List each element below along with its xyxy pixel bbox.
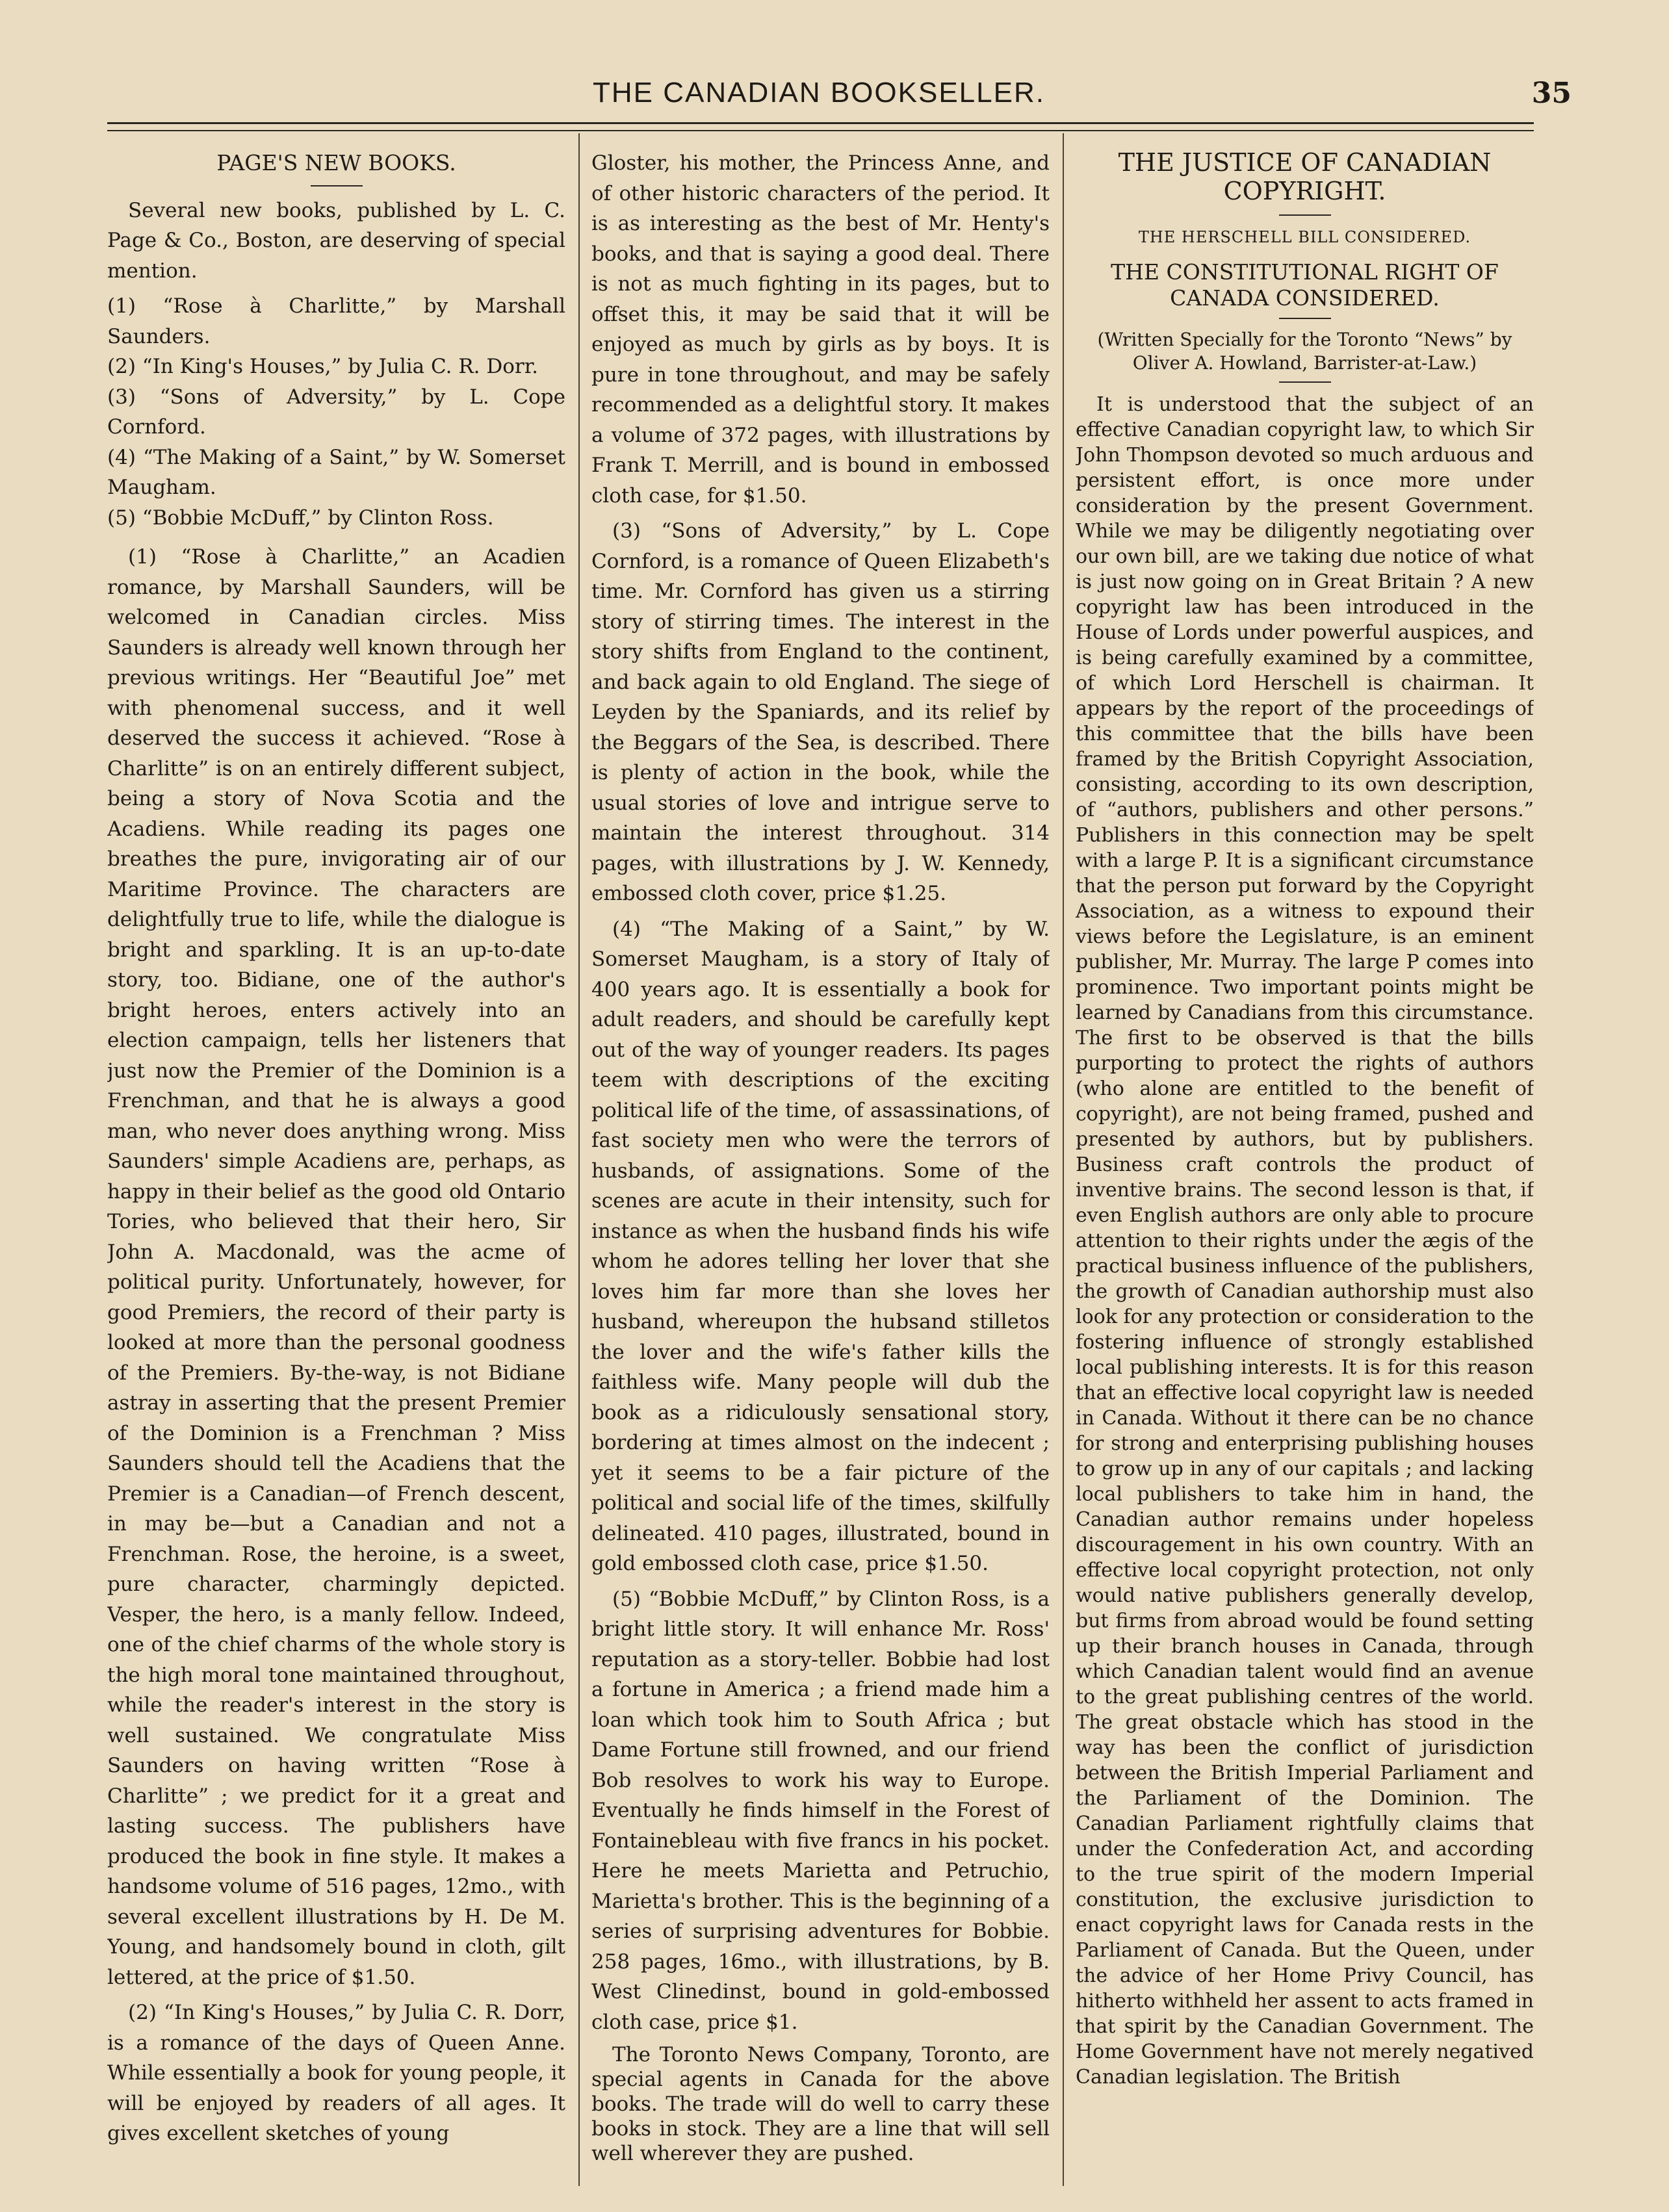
page-number: 35 (1531, 77, 1572, 110)
book-list-item: (5) “Bobbie McDuff,” by Clinton Ross. (107, 506, 494, 530)
review-paragraph: Gloster, his mother, the Princess Anne, and of other historic characters of the period. It is as interesting as the best of Mr. Henty's books, and that is saying a good deal. There is not as much fighting in its pages, but to offset this, it may be said that it will be enjoyed as much by girls as by boys. It is pure in tone throughout, and may be safely recommended as a delightful story. It makes a volume of 372 pages, with illustrations by Frank T. Merrill, and is bound in embossed cloth case, for $1.50. (591, 151, 1050, 508)
book-list-item: (4) “The Making of a Saint,” by W. Somerset Maugham. (107, 445, 565, 499)
header-rule (107, 122, 1534, 124)
column-divider (1063, 133, 1064, 2186)
article-heading: PAGE'S NEW BOOKS. (216, 150, 456, 175)
column-copyright-article (1076, 148, 1534, 2186)
page-header (0, 77, 1669, 122)
review-paragraph: (1) “Rose à Charlitte,” an Acadien romance, by Marshall Saunders, will be welcomed in Canadian circles. Miss Saunders is already well known through her previous writings. Her “Beautiful Joe” met with phenomenal success, and it well deserved the success it achieved. “Rose à Charlitte” is on an entirely different subject, being a story of Nova Scotia and the Acadiens. While reading its pages one breathes the pure, invigorating air of our Maritime Province. The characters are delightfully true to life, while the dialogue is bright and sparkling. It is an up-to-date story, too. Bidiane, one of the author's bright heroes, enters actively into an election campaign, tells her listeners that just now the Premier of the Dominion is a Frenchman, and that he is always a good man, who never does anything wrong. Miss Saunders' simple Acadiens are, perhaps, as happy in their belief as the good old Ontario Tories, who believed that their hero, Sir John A. Macdonald, was the acme of political purity. Unfortunately, however, for good Premiers, the record of their party is looked at more than the personal goodness of the Premiers. By-the-way, is not Bidiane astray in asserting that the present Premier of the Dominion is a Frenchman ? Miss Saunders should tell the Acadiens that the Premier is a Canadian—of French descent, in may be—but a Canadian and not a Frenchman. Rose, the heroine, is a sweet, pure character, charmingly depicted. Vesper, the hero, is a manly fellow. Indeed, one of the chief charms of the whole story is the high moral tone maintained throughout, while the reader's interest in the story is well sustained. We congratulate Miss Saunders on having written “Rose à Charlitte” ; we predict for it a great and lasting success. The publishers have produced the book in fine style. It makes a handsome volume of 516 pages, 12mo., with several excellent illustrations by H. De M. Young, and handsomely bound in cloth, gilt lettered, at the price of $1.50. (107, 545, 565, 1989)
review-paragraph: (3) “Sons of Adversity,” by L. Cope Cornford, is a romance of Queen Elizabeth's time. Mr. Cornford has given us a stirring story of stirring times. The interest in the story shifts from England to the continent, and back again to old England. The siege of Leyden by the Spaniards, and its relief by the Beggars of the Sea, is described. There is plenty of action in the book, while the usual stories of love and intrigue serve to maintain the interest throughout. 314 pages, with illustrations by J. W. Kennedy, embossed cloth cover, price $1.25. (591, 519, 1050, 905)
publication-title: THE CANADIAN BOOKSELLER. (593, 77, 1045, 109)
intro-paragraph: Several new books, published by L. C. Page & Co., Boston, are deserving of special mention. (107, 198, 565, 283)
byline: (Written Specially for the Toronto “News” by Oliver A. Howland, Barrister-at-Law.) (1097, 329, 1512, 374)
closing-paragraph: The Toronto News Company, Toronto, are special agents in Canada for the above books. The trade will do well to carry these books in stock. They are a line that will sell well wherever they are pushed. (591, 2043, 1050, 2165)
review-paragraph: (4) “The Making of a Saint,” by W. Somerset Maugham, is a story of Italy of 400 years ago. It is essentially a book for adult readers, and should be carefully kept out of the way of younger readers. Its pages teem with descriptions of the exciting political life of the time, of assassinations, of fast society men who were the terrors of husbands, of assignations. Some of the scenes are acute in their intensity, such for instance as when the husband finds his wife whom he adores telling her lover that she loves him far more than she loves her husband, whereupon the hubsand stilletos the lover and the wife's father kills the faithless wife. Many people will dub the book as a ridiculously sensational story, bordering at times almost on the indecent ; yet it seems to be a fair picture of the political and social life of the times, skilfully delineated. 410 pages, illustrated, bound in gold embossed cloth case, price $1.50. (591, 917, 1050, 1575)
title-rule (1279, 214, 1331, 216)
review-paragraph: (2) “In King's Houses,” by Julia C. R. Dorr, is a romance of the days of Queen Anne. While essentially a book for young people, it will be enjoyed by readers of all ages. It gives excellent sketches of young (107, 2001, 565, 2145)
article-body: It is understood that the subject of an effective Canadian copyright law, to which Sir John Thompson devoted so much arduous and persistent effort, is once more under consideration by the present Government. While we may be diligently negotiating over our own bill, are we taking due notice of what is just now going on in Great Britain ? A new copyright law has been introduced in the House of Lords under powerful auspices, and is being carefully examined by a committee, of which Lord Herschell is chairman. It appears by the report of the proceedings of this committee that the bills have been framed by the British Copyright Association, consisting, according to its own description, of “authors, publishers and other persons.” Publishers in this connection may be spelt with a large P. It is a significant circumstance that the person put forward by the Copyright Association, as a witness to expound their views before the Legislature, is an eminent publisher, Mr. Murray. The large P comes into prominence. Two important points might be learned by Canadians from this circumstance. The first to be observed is that the bills purporting to protect the rights of authors (who alone are entitled to the benefit of copyright), are not being framed, pushed and presented by authors, but by publishers. Business craft controls the product of inventive brains. The second lesson is that, if even English authors are only able to procure attention to their rights under the ægis of the practical business influence of the publishers, the growth of Canadian authorship must also look for any protection or consideration to the fostering influence of strongly established local publishing interests. It is for this reason that an effective local copyright law is needed in Canada. Without it there can be no chance for strong and enterprising publishing houses to grow up in any of our capitals ; and lacking local publishers to take him in hand, the Canadian author remains under hopeless discouragement in his own country. With an effective local copyright protection, not only would native publishers generally develop, but firms from abroad would be found setting up their branch houses in Canada, through which Canadian talent would find an avenue to the great publishing centres of the world. The great obstacle which has stood in the way has been the conflict of jurisdiction between the British Imperial Parliament and the Parliament of the Dominion. The Canadian Parliament rightfully claims that under the Confederation Act, and according to the true spirit of the modern Imperial constitution, the exclusive jurisdiction to enact copyright laws for Canada rests in the Parliament of Canada. But the Queen, under the advice of her Home Privy Council, has hitherto withheld her assent to acts framed in that spirit by the Canadian Government. The Home Government have not merely negatived Canadian legislation. The British (1076, 393, 1534, 2089)
column-divider (578, 133, 580, 2186)
review-paragraph: (5) “Bobbie McDuff,” by Clinton Ross, is a bright little story. It will enhance Mr. Ross' reputation as a story-teller. Bobbie had lost a fortune in America ; a friend made him a loan which took him to South Africa ; but Dame Fortune still frowned, and our friend Bob resolves to work his way to Europe. Eventually he finds himself in the Forest of Fontainebleau with five francs in his pocket. Here he meets Marietta and Petruchio, Marietta's brother. This is the beginning of a series of surprising adventures for Bobbie. 258 pages, 16mo., with illustrations, by B. West Clinedinst, bound in gold-embossed cloth case, price $1. (591, 1587, 1050, 2034)
book-list-item: (2) “In King's Houses,” by Julia C. R. Dorr. (107, 355, 538, 378)
column-reviews-continued (591, 148, 1050, 2186)
byline-rule (1279, 381, 1331, 383)
article-subtitle: THE HERSCHELL BILL CONSIDERED. (1138, 228, 1471, 246)
section-rule (1279, 318, 1331, 319)
heading-rule (311, 185, 363, 186)
article-section-heading: THE CONSTITUTIONAL RIGHT OF CANADA CONSIDERED. (1111, 259, 1499, 311)
header-rule-thin (107, 130, 1534, 131)
book-list-item: (3) “Sons of Adversity,” by L. Cope Cornford. (107, 385, 565, 439)
column-page-new-books (107, 148, 565, 2186)
book-list-item: (1) “Rose à Charlitte,” by Marshall Saunders. (107, 294, 565, 348)
article-title: THE JUSTICE OF CANADIAN COPYRIGHT. (1118, 148, 1492, 205)
